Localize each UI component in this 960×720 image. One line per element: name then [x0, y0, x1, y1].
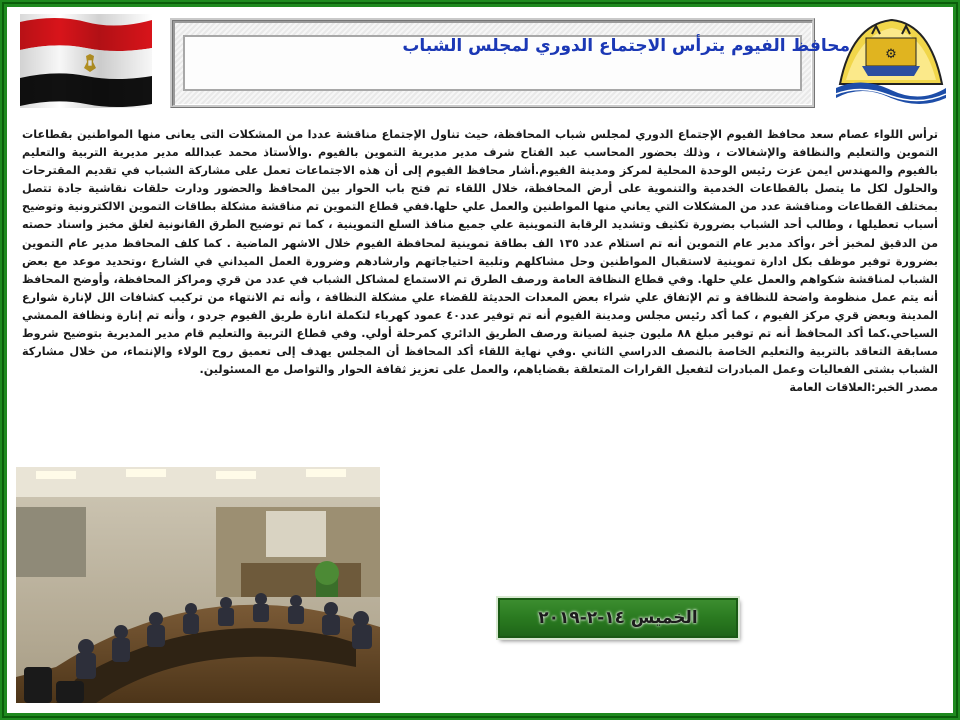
- meeting-room-photo: [16, 467, 380, 703]
- egypt-flag-icon: [16, 12, 156, 108]
- meeting-room-illustration: [16, 467, 380, 703]
- date-badge: [498, 598, 738, 638]
- page-title: محافظ الفيوم يترأس الاجتماع الدوري لمجلس الشباب: [402, 36, 850, 56]
- article-source: مصدر الخبر:العلاقات العامة: [789, 381, 938, 395]
- fayoum-governorate-logo-icon: [832, 14, 950, 106]
- article-body: ترأس اللواء عصام سعد محافظ الفيوم الإجتماع الدوري لمجلس شباب المحافظة، حيث تناول الإجتماع مناقشة عددا من المشكلات التى يعانى منها المواطنين بقطاعات التموين والتعليم والنظافة والإشغالات ، وذلك بحضور المحاسب عبد الفتاح شرف مدير مديرية التموين بالفيوم .والأستاذ محمد عبدالله مدير مديرية التربية والتعليم بالفيوم والمهندس ايمن عزت رئيس الوحدة المحلية لمركز ومدينة الفيوم.أشار محافظ الفيوم إلى أن هذه الاجتماعات تعمل على مشاركة الشباب في تقديم المقترحات والحلول لكل ما يتصل بالقطاعات الخدمية والتنموية على أرض المحافظة، خلال اللقاء تم فتح باب الحوار بين المحافظ والحضور ودارت حلقات نقاشية جادة تتصل بمختلف القطاعات ومناقشة عدد من المشكلات التي يعاني منها المواطنين والعمل علي حلها.ففي قطاع التموين تم مناقشة مشكلة بطاقات التموين الالكترونية وتوضيح أسباب تعطيلها ، وطالب أحد الشباب بضرورة تكثيف وتشديد الرقابة التموينية علي جميع منافذ السلع التموينية ، كما تم توضيح الطرق القانونية لغلق مخبز واسناد حصته من الدقيق لمخبز أخر ،وأكد مدير عام التموين أنه تم استلام عدد ١٣٥ الف بطاقة تموينية لمحافظة الفيوم خلال الاشهر الماضية . كما كلف المحافظ مدير عام التموين بضرورة توفير موظف بكل ادارة تموينية لاستقبال المواطنين وحل مشاكلهم وتلبية احتياجاتهم وارشادهم وضرورة العمل الميداني في الشارع ،وتحديد موعد مع بعض الشباب لمناقشة شكواهم والعمل علي حلها. وفي قطاع النظافة العامة ورصف الطرق تم الاستماع لمشاكل الشباب في عدد من قري ومراكز المحافظة، وأوضح المحافظ أنه يتم عمل منظومة واضحة للنظافة و تم الإتفاق علي شراء بعض المعدات الحديثة للقضاء علي مشكلة النظافة ، وأنه تم الانتهاء من تركيب كشافات الل لإنارة شوارع المدينة وبعض قري مركز الفيوم ، كما أكد رئيس مجلس ومدينة الفيوم أنه تم توفير عدد٤٠ عمود كهرباء لتكملة انارة طريق الفيوم جردو ، وأنه تم إنارة ونظافة الممشي السياحي.كما أكد المحافظ أنه تم توفير مبلغ ٨٨ مليون جنية لصيانة ورصف الطريق الدائري كمرحلة أولي. وفي قطاع التربية والتعليم قام مدير المديرية بتوضيح شروط مسابقة التعاقد بالتربية والتعليم الخاصة بالنصف الدراسي الثاني .وفي نهاية اللقاء أكد المحافظ أن المجلس يهدف إلى تعميق روح الولاء والإنتماء، من خلال مشاركة الشباب بشتى الفعاليات وعمل المبادرات لتفعيل القرارات المتعلقة بقضاياهم، والعمل على تعزيز ثقافة الحوار والتواصل مع المسئولين.: [21, 128, 939, 377]
- news-article: [22, 126, 938, 397]
- date-text: الخميس ١٤-٢-٢٠١٩: [538, 608, 698, 628]
- svg-text:⚙: ⚙: [885, 47, 897, 62]
- title-banner: [170, 18, 815, 108]
